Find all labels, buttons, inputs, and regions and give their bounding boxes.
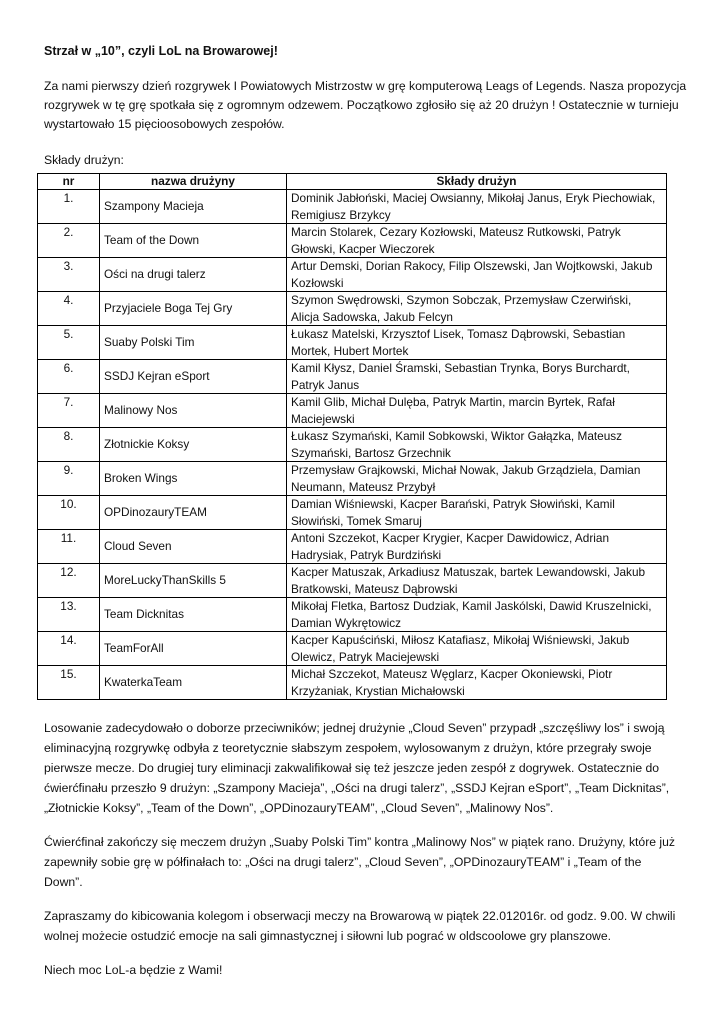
closing-line: Niech moc LoL-a będzie z Wami! — [44, 963, 223, 977]
team-number: 15. — [38, 666, 100, 700]
table-row — [38, 224, 667, 258]
table-row — [38, 190, 667, 224]
team-number: 1. — [38, 190, 100, 224]
table-row — [38, 360, 667, 394]
team-players: Kacper Kapuściński, Miłosz Katafiasz, Mikołaj Wiśniewski, Jakub Olewicz, Patryk Maciejewski — [287, 632, 667, 666]
team-name: Team of the Down — [100, 224, 287, 258]
team-number: 13. — [38, 598, 100, 632]
teams-table — [37, 173, 667, 700]
team-players: Marcin Stolarek, Cezary Kozłowski, Mateusz Rutkowski, Patryk Głowski, Kacper Wieczorek — [287, 224, 667, 258]
team-number: 10. — [38, 496, 100, 530]
table-row — [38, 258, 667, 292]
team-number: 14. — [38, 632, 100, 666]
team-number: 5. — [38, 326, 100, 360]
header-team-name: nazwa drużyny — [100, 174, 287, 190]
team-name: Przyjaciele Boga Tej Gry — [100, 292, 287, 326]
team-number: 6. — [38, 360, 100, 394]
team-name: TeamForAll — [100, 632, 287, 666]
table-row — [38, 666, 667, 700]
table-row — [38, 326, 667, 360]
team-name: Cloud Seven — [100, 530, 287, 564]
team-players: Łukasz Matelski, Krzysztof Lisek, Tomasz Dąbrowski, Sebastian Mortek, Hubert Mortek — [287, 326, 667, 360]
team-players: Kacper Matuszak, Arkadiusz Matuszak, bartek Lewandowski, Jakub Bratkowski, Mateusz Dąbrowski — [287, 564, 667, 598]
document-page — [44, 30, 694, 168]
table-row — [38, 564, 667, 598]
team-name: OPDinozauryTEAM — [100, 496, 287, 530]
team-name: KwaterkaTeam — [100, 666, 287, 700]
team-number: 11. — [38, 530, 100, 564]
team-name: SSDJ Kejran eSport — [100, 360, 287, 394]
draw-paragraph: Losowanie zadecydowało o doborze przeciwników; jednej drużynie „Cloud Seven” przypadł „szczęśliwy los” i swoją eliminacyjną rozgrywkę odbyła z teoretycznie słabszym zespołem, wylosowanym z drużyn, które przegrały swoje pierwsze mecze. Do drugiej tury eliminacji zakwalifikował się też jeszcze jeden zespół z dogrywek. Ostatecznie do ćwierćfinału przeszło 9 drużyn: „Szampony Macieja”, „Ości na drugi talerz”, „SSDJ Kejran eSport”, „Team Dicknitas”, „Złotnickie Koksy”, „Team of the Down”, „OPDinozauryTEAM”, „Cloud Seven”, „Malinowy Nos”. — [44, 721, 670, 815]
squads-label: Składy drużyn: — [44, 153, 124, 167]
team-players: Mikołaj Fletka, Bartosz Dudziak, Kamil Jaskólski, Dawid Kruszelnicki, Damian Wykrętowicz — [287, 598, 667, 632]
team-players: Damian Wiśniewski, Kacper Barański, Patryk Słowiński, Kamil Słowiński, Tomek Smaruj — [287, 496, 667, 530]
header-nr: nr — [38, 174, 100, 190]
table-header-row — [38, 174, 667, 190]
team-number: 4. — [38, 292, 100, 326]
team-players: Dominik Jabłoński, Maciej Owsianny, Mikołaj Janus, Eryk Piechowiak, Remigiusz Brzykcy — [287, 190, 667, 224]
team-name: Szampony Macieja — [100, 190, 287, 224]
team-players: Antoni Szczekot, Kacper Krygier, Kacper Dawidowicz, Adrian Hadrysiak, Patryk Burdziński — [287, 530, 667, 564]
body-text — [44, 718, 680, 994]
team-number: 9. — [38, 462, 100, 496]
team-players: Michał Szczekot, Mateusz Węglarz, Kacper Okoniewski, Piotr Krzyżaniak, Krystian Michałowski — [287, 666, 667, 700]
table-row — [38, 598, 667, 632]
table-row — [38, 632, 667, 666]
team-name: Malinowy Nos — [100, 394, 287, 428]
table-row — [38, 530, 667, 564]
document-title: Strzał w „10”, czyli LoL na Browarowej! — [44, 44, 278, 58]
team-players: Szymon Swędrowski, Szymon Sobczak, Przemysław Czerwiński, Alicja Sadowska, Jakub Felcyn — [287, 292, 667, 326]
team-players: Przemysław Grajkowski, Michał Nowak, Jakub Grządziela, Damian Neumann, Mateusz Przybył — [287, 462, 667, 496]
team-players: Łukasz Szymański, Kamil Sobkowski, Wiktor Gałązka, Mateusz Szymański, Bartosz Grzechnik — [287, 428, 667, 462]
table-row — [38, 496, 667, 530]
team-name: MoreLuckyThanSkills 5 — [100, 564, 287, 598]
team-name: Team Dicknitas — [100, 598, 287, 632]
team-number: 7. — [38, 394, 100, 428]
header-squads: Składy drużyn — [287, 174, 667, 190]
team-name: Suaby Polski Tim — [100, 326, 287, 360]
table-row — [38, 428, 667, 462]
team-name: Ości na drugi talerz — [100, 258, 287, 292]
team-players: Kamil Glib, Michał Dulęba, Patryk Martin, marcin Byrtek, Rafał Maciejewski — [287, 394, 667, 428]
team-number: 3. — [38, 258, 100, 292]
intro-paragraph: Za nami pierwszy dzień rozgrywek I Powiatowych Mistrzostw w grę komputerową Leags of Legends. Nasza propozycja rozgrywek w tę grę spotkała się z ogromnym odzewem. Początkowo zgłosiło się aż 20 drużyn ! Ostatecznie w turnieju wystartowało 15 pięcioosobowych zespołów. — [44, 79, 687, 131]
team-name: Złotnickie Koksy — [100, 428, 287, 462]
table-row — [38, 462, 667, 496]
invite-paragraph: Zapraszamy do kibicowania kolegom i obserwacji meczy na Browarową w piątek 22.012016r. od godz. 9.00. W chwili wolnej możecie ostudzić emocje na sali gimnastycznej i siłowni lub pograć w oldscoolowe gry planszowe. — [44, 909, 676, 943]
table-row — [38, 394, 667, 428]
table-row — [38, 292, 667, 326]
team-players: Artur Demski, Dorian Rakocy, Filip Olszewski, Jan Wojtkowski, Jakub Kozłowski — [287, 258, 667, 292]
team-name: Broken Wings — [100, 462, 287, 496]
team-number: 2. — [38, 224, 100, 258]
team-number: 8. — [38, 428, 100, 462]
team-players: Kamil Kłysz, Daniel Śramski, Sebastian Trynka, Borys Burchardt, Patryk Janus — [287, 360, 667, 394]
team-number: 12. — [38, 564, 100, 598]
quarterfinal-paragraph: Ćwierćfinał zakończy się meczem drużyn „Suaby Polski Tim” kontra „Malinowy Nos” w piątek rano. Drużyny, które już zapewniły sobie grę w półfinałach to: „Ości na drugi talerz”, „Cloud Seven”, „OPDinozauryTEAM” i „Team of the Down”. — [44, 835, 676, 889]
